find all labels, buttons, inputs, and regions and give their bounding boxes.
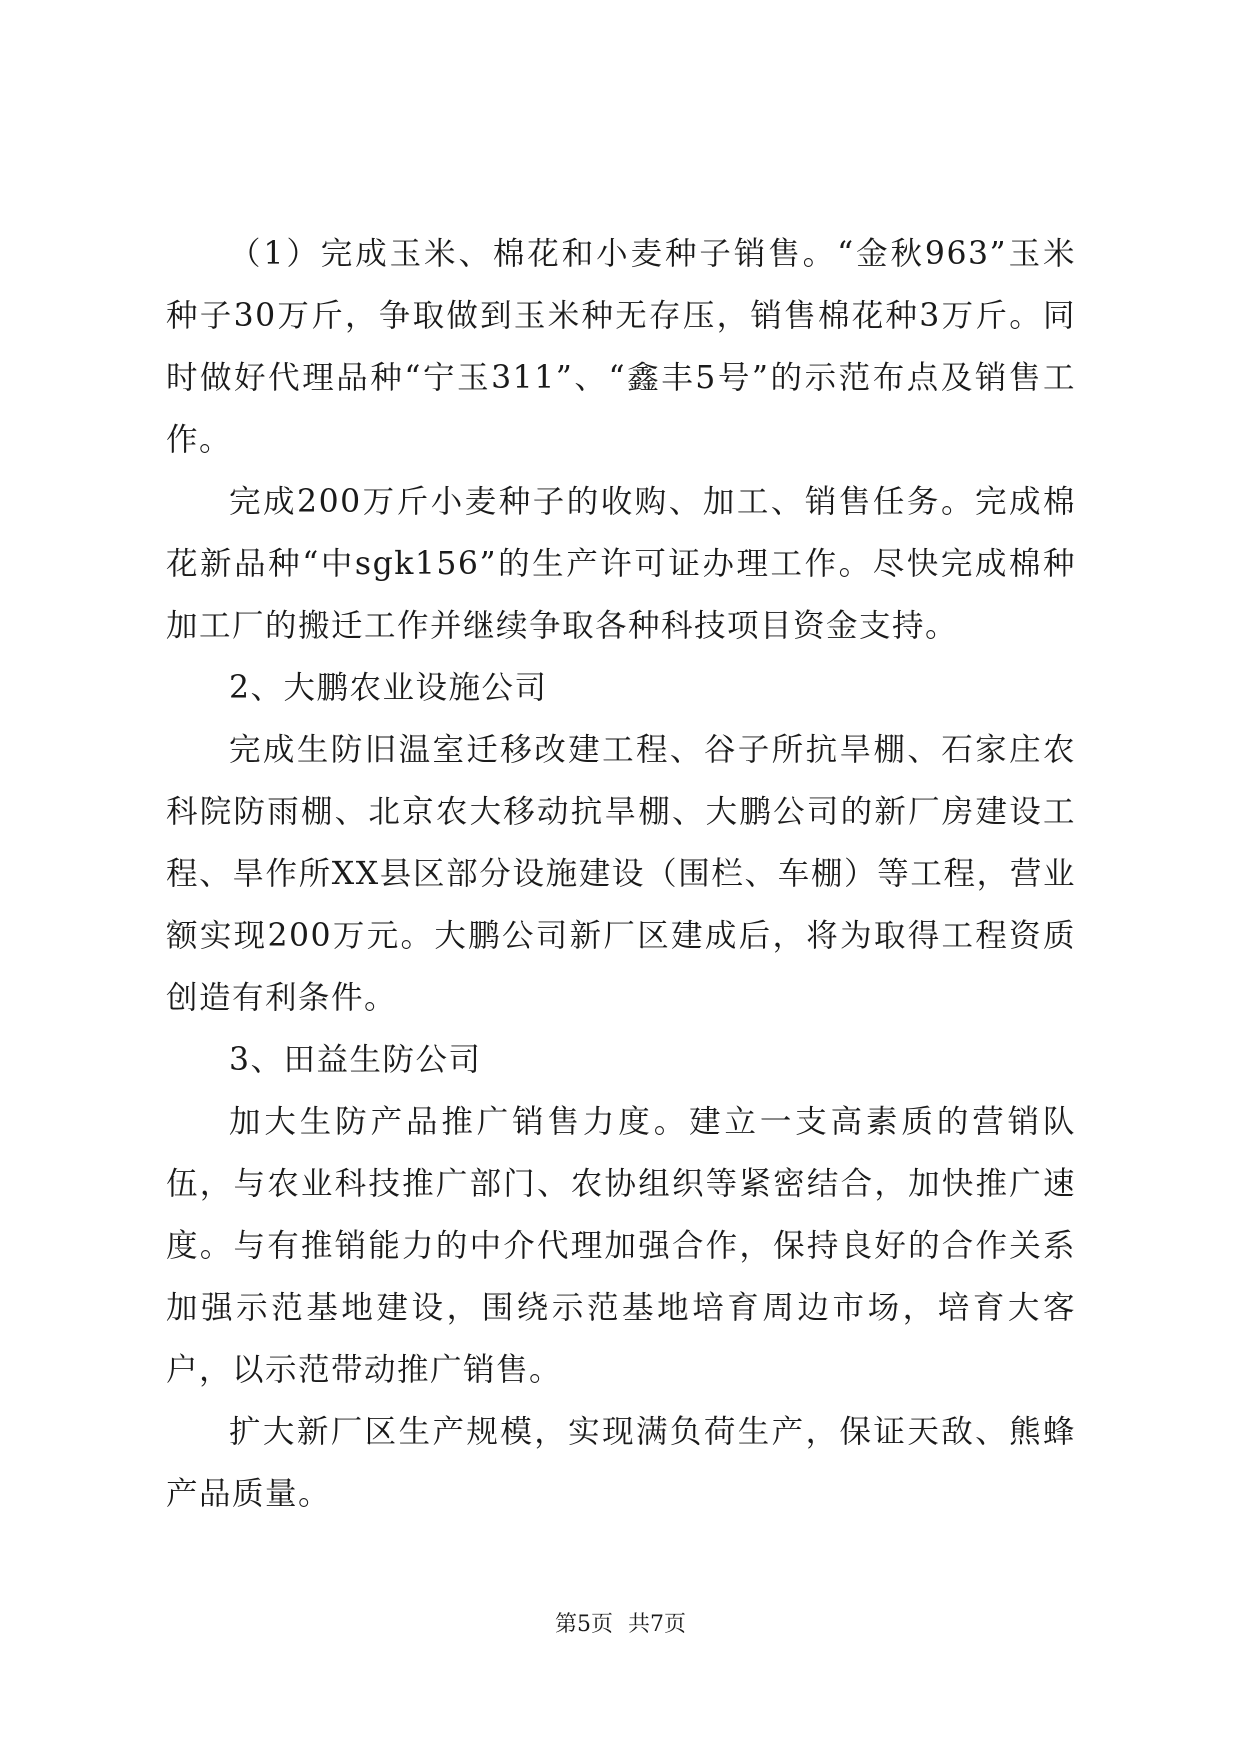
paragraph-tianyi-marketing: 加大生防产品推广销售力度。建立一支高素质的营销队伍，与农业科技推广部门、农协组织等紧密结合，加快推广速度。与有推销能力的中介代理加强合作，保持良好的合作关系加强示范基地建设，围绕示范基地培育周边市场，培育大客户，以示范带动推广销售。 [166,1104,1076,1388]
paragraph-wheat-cotton: 完成200万斤小麦种子的收购、加工、销售任务。完成棉花新品种“中sgk156”的生产许可证办理工作。尽快完成棉种加工厂的搬迁工作并继续争取各种科技项目资金支持。 [166,484,1076,644]
page-number: 第5页 [555,1612,613,1637]
paragraph-seed-sales: （1）完成玉米、棉花和小麦种子销售。“金秋963”玉米种子30万斤，争取做到玉米种无存压，销售棉花种3万斤。同时做好代理品种“宁玉311”、“鑫丰5号”的示范布点及销售工作。 [166,236,1076,458]
section-heading-tianyi: 3、田益生防公司 [229,1042,482,1078]
document-body [166,223,1076,1525]
page-footer [0,1610,1241,1640]
section-heading-dapeng: 2、大鹏农业设施公司 [229,670,548,706]
paragraph-tianyi-production: 扩大新厂区生产规模，实现满负荷生产，保证天敌、熊蜂产品质量。 [166,1414,1076,1512]
page-total: 共7页 [628,1612,686,1637]
paragraph-dapeng-projects: 完成生防旧温室迁移改建工程、谷子所抗旱棚、石家庄农科院防雨棚、北京农大移动抗旱棚、大鹏公司的新厂房建设工程、旱作所XX县区部分设施建设（围栏、车棚）等工程，营业额实现200万元。大鹏公司新厂区建成后，将为取得工程资质创造有利条件。 [166,732,1076,1016]
